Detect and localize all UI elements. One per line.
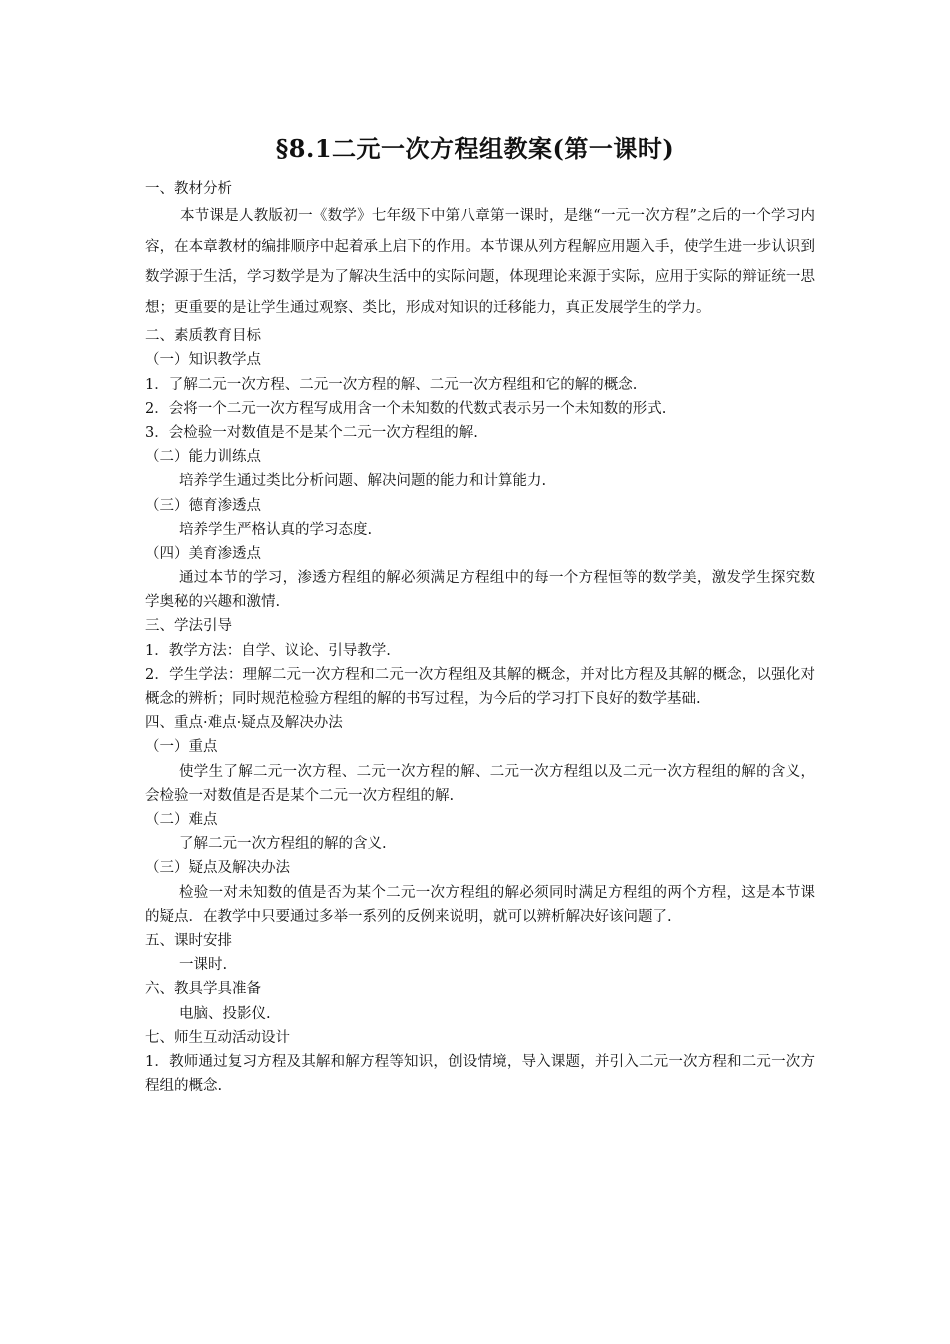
section-3-heading: 三、学法引导: [145, 618, 232, 635]
section-7-heading: 七、师生互动活动设计: [145, 1029, 290, 1046]
section-2-item-3: 3．会检验一对数值是不是某个二元一次方程组的解.: [145, 424, 478, 441]
section-1-heading: 一、教材分析: [145, 181, 232, 197]
document-body: [145, 177, 815, 1098]
section-7-item-1: 1．教师通过复习方程及其解和解方程等知识，创设情境，导入课题，并引入二元一次方程和二元一次方程组的概念.: [145, 1053, 815, 1095]
section-4-heading: 四、重点·难点·疑点及解决办法: [145, 715, 343, 732]
section-6-text: 电脑、投影仪.: [179, 1005, 271, 1022]
section-6-heading: 六、教具学具准备: [145, 981, 261, 998]
section-3-item-1: 1．教学方法：自学、议论、引导教学.: [145, 642, 391, 659]
section-4-doubt-text: 检验一对未知数的值是否为某个二元一次方程组的解必须同时满足方程组的两个方程，这是本节课的疑点．在教学中只要通过多举一系列的反例来说明，就可以辨析解决好该问题了.: [145, 884, 815, 925]
section-4-subheading-doubt: （三）疑点及解决办法: [145, 860, 290, 877]
section-1-paragraph: 本节课是人教版初一《数学》七年级下中第八章第一课时，是继“一元一次方程”之后的一个学习内容，在本章教材的编排顺序中起着承上启下的作用。本节课从列方程解应用题入手，使学生进一步认识到数学源于生活，学习数学是为了解决生活中的实际问题，体现理论来源于实际，应用于实际的辩证统一思想；更重要的是让学生通过观察、类比，形成对知识的迁移能力，真正发展学生的学力。: [145, 208, 815, 316]
section-2-item-2: 2．会将一个二元一次方程写成用含一个未知数的代数式表示另一个未知数的形式.: [145, 400, 667, 417]
document-title: §8.1二元一次方程组教案(第一课时): [275, 134, 675, 163]
section-4-difficulty-text: 了解二元一次方程组的解的含义.: [179, 836, 387, 853]
section-4-subheading-key: （一）重点: [145, 739, 218, 756]
section-2-ability-text: 培养学生通过类比分析问题、解决问题的能力和计算能力.: [179, 473, 547, 490]
section-2-subheading-ability: （二）能力训练点: [145, 449, 261, 466]
section-3-item-2: 2．学生学法：理解二元一次方程和二元一次方程组及其解的概念，并对比方程及其解的概念，以强化对概念的辨析；同时规范检验方程组的解的书写过程，为今后的学习打下良好的数学基础.: [145, 666, 815, 708]
section-2-heading: 二、素质教育目标: [145, 328, 261, 345]
section-2-subheading-knowledge: （一）知识教学点: [145, 352, 261, 369]
section-2-subheading-moral: （三）德育渗透点: [145, 497, 261, 514]
section-2-aesthetic-text: 通过本节的学习，渗透方程组的解必须满足方程组中的每一个方程恒等的数学美，激发学生探究数学奥秘的兴趣和激情.: [145, 570, 815, 611]
section-4-key-text: 使学生了解二元一次方程、二元一次方程的解、二元一次方程组以及二元一次方程组的解的含义，会检验一对数值是否是某个二元一次方程组的解.: [145, 763, 815, 804]
section-2-item-1: 1．了解二元一次方程、二元一次方程的解、二元一次方程组和它的解的概念.: [145, 376, 638, 393]
section-2-moral-text: 培养学生严格认真的学习态度.: [179, 521, 373, 538]
section-5-text: 一课时.: [179, 957, 228, 974]
section-2-subheading-aesthetic: （四）美育渗透点: [145, 545, 261, 562]
section-5-heading: 五、课时安排: [145, 933, 232, 949]
section-4-subheading-difficulty: （二）难点: [145, 812, 218, 829]
